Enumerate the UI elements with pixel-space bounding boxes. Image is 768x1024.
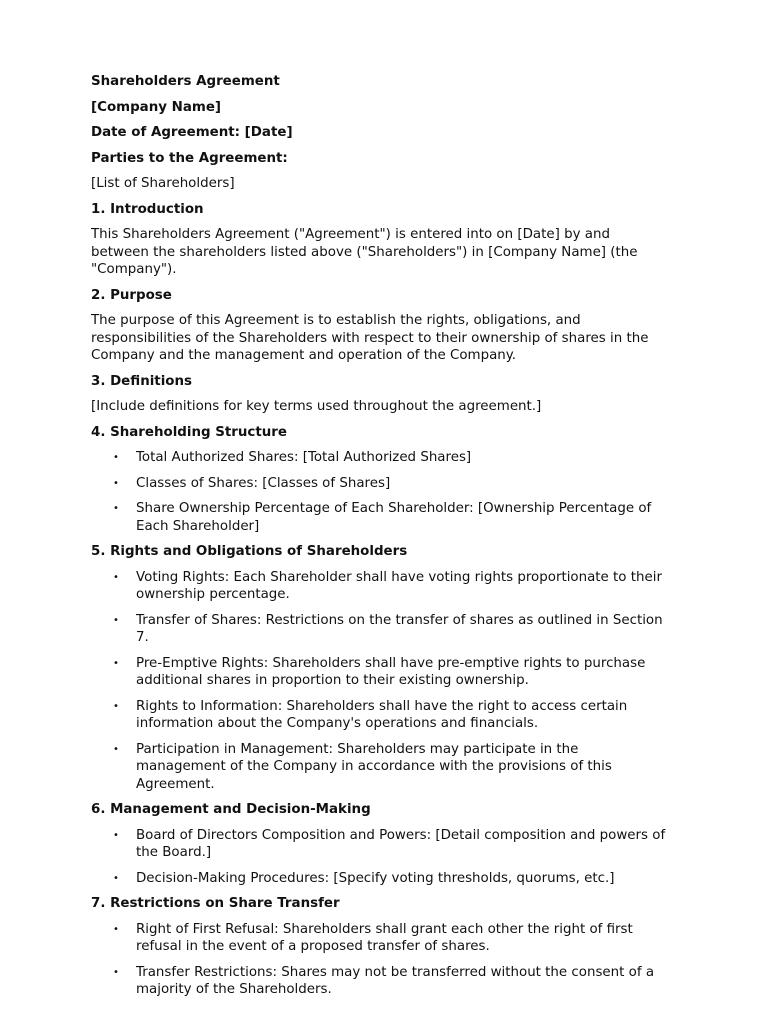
list-item-text: Board of Directors Composition and Powers: [Detail composition and powers of the Board.]: [136, 827, 666, 860]
list-item-text: Total Authorized Shares: [Total Authorized Shares]: [136, 450, 472, 465]
list-item-text: Rights to Information: Shareholders shall have the right to access certain information about the Company's operations and financials.: [136, 698, 628, 731]
bullet-icon: •: [113, 614, 119, 626]
list-item: [91, 475, 668, 493]
list-item-text: Transfer of Shares: Restrictions on the transfer of shares as outlined in Section 7.: [136, 612, 663, 645]
list-item: [91, 870, 668, 888]
list-item-text: Decision-Making Procedures: [Specify voting thresholds, quorums, etc.]: [136, 870, 615, 886]
list-item-text: Transfer Restrictions: Shares may not be transferred without the consent of a majority of the Shareholders.: [136, 964, 655, 997]
list-item-text: Share Ownership Percentage of Each Shareholder: [Ownership Percentage of Each Shareholder]: [136, 501, 652, 534]
list-item: [91, 569, 668, 604]
bullet-icon: •: [113, 571, 119, 583]
list-item: [91, 921, 668, 956]
list-item-text: Right of First Refusal: Shareholders shall grant each other the right of first refusal in the event of a proposed transfer of shares.: [136, 921, 633, 954]
parties-list: [List of Shareholders]: [91, 176, 235, 191]
list-item: [91, 827, 668, 862]
section-heading-purpose: 2. Purpose: [91, 287, 172, 303]
shareholding-structure-list: [91, 449, 668, 535]
rights-obligations-list: [91, 569, 668, 794]
bullet-icon: •: [113, 452, 119, 463]
bullet-icon: •: [113, 872, 119, 884]
bullet-icon: •: [113, 923, 119, 935]
section-heading-management: 6. Management and Decision-Making: [91, 802, 371, 817]
agreement-date: Date of Agreement: [Date]: [91, 125, 293, 140]
restrictions-list: [91, 921, 668, 999]
list-item: [91, 449, 668, 467]
bullet-icon: •: [113, 829, 119, 841]
section-text-introduction: This Shareholders Agreement ("Agreement") is entered into on [Date] by and between the shareholders listed above ("Shareholders") in [Company Name] (the "Company").: [91, 227, 638, 277]
section-heading-shareholding-structure: 4. Shareholding Structure: [91, 424, 287, 440]
section-heading-definitions: 3. Definitions: [91, 373, 193, 389]
list-item-text: Participation in Management: Shareholders may participate in the management of the Company in accordance with the provisions of this Agreement.: [136, 741, 612, 792]
bullet-icon: •: [113, 657, 119, 669]
list-item: [91, 964, 668, 999]
company-name: [Company Name]: [91, 99, 222, 115]
section-heading-rights-obligations: 5. Rights and Obligations of Shareholders: [91, 544, 408, 559]
list-item: [91, 655, 668, 690]
list-item: [91, 500, 668, 535]
bullet-icon: •: [113, 743, 119, 755]
bullet-icon: •: [113, 700, 119, 712]
section-heading-introduction: 1. Introduction: [91, 201, 204, 217]
parties-heading: Parties to the Agreement:: [91, 150, 288, 166]
list-item: [91, 612, 668, 647]
bullet-icon: •: [113, 966, 119, 978]
bullet-icon: •: [113, 503, 119, 514]
document-title: Shareholders Agreement: [91, 74, 280, 89]
section-text-definitions: [Include definitions for key terms used throughout the agreement.]: [91, 399, 542, 414]
list-item-text: Voting Rights: Each Shareholder shall have voting rights proportionate to their ownership percentage.: [136, 569, 662, 602]
list-item-text: Pre-Emptive Rights: Shareholders shall have pre-emptive rights to purchase additional shares in proportion to their existing ownership.: [136, 655, 646, 688]
list-item-text: Classes of Shares: [Classes of Shares]: [136, 475, 391, 491]
list-item: [91, 698, 668, 733]
section-heading-restrictions: 7. Restrictions on Share Transfer: [91, 896, 340, 911]
bullet-icon: •: [113, 477, 119, 489]
list-item: [91, 741, 668, 794]
management-list: [91, 827, 668, 888]
section-text-purpose: The purpose of this Agreement is to establish the rights, obligations, and responsibilities of the Shareholders with respect to their ownership of shares in the Company and the management and operation of the Company.: [91, 313, 649, 363]
